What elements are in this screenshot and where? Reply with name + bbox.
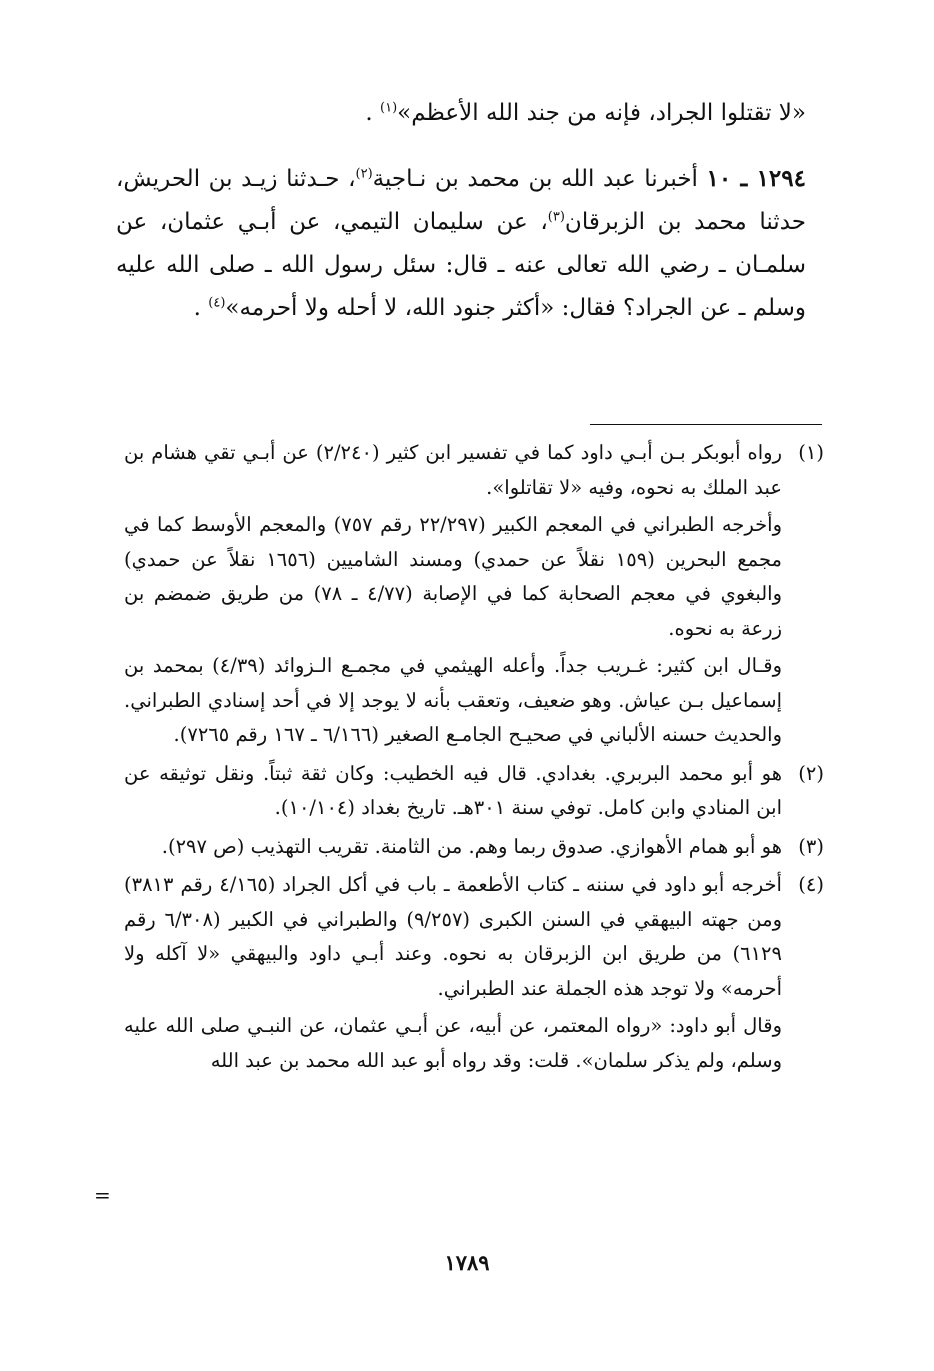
footnote-4 bbox=[124, 868, 824, 1078]
footnote-number: (٣) bbox=[798, 834, 824, 858]
footnote-paragraph: رواه أبوبكر بـن أبـي داود كما في تفسير ابن كثير (٢/٢٤٠) عن أبـي تقي هشام بن عبد الملك به نحوه، وفيه «لا تقاتلوا». bbox=[124, 441, 782, 499]
footnote-2 bbox=[124, 757, 824, 826]
hadith-text-part3: ، عن سليمان التيمي، عن أبـي عثمان، عن سلمـان ـ رضي الله تعالى عنه ـ قال: سئل رسول الله ـ صلى الله عليه وسلم ـ عن الجراد؟ فقال: «أكثر جنود الله، لا أحله ولا أحرمه» bbox=[116, 209, 806, 321]
footnote-paragraph: وقـال ابن كثير: غـريب جداً. وأعله الهيثمي في مجمـع الـزوائد (٤/٣٩) بمحمد بن إسماعيل بـن عياش. وهو ضعيف، وتعقب بأنه لا يوجد إلا في أحد إسنادي الطبراني. والحديث حسنه الألباني في صحيـح الجامـع الصغير (٦/١٦٦ ـ ١٦٧ رقم ٧٢٦٥). bbox=[124, 654, 782, 746]
main-text bbox=[116, 92, 806, 330]
footnote-number: (٢) bbox=[798, 761, 824, 785]
footnote-number: (٤) bbox=[798, 873, 824, 896]
continuation-mark: = bbox=[94, 1183, 111, 1207]
hadith-text-part1: أخبرنا عبد الله بن محمد بن نـاجية bbox=[372, 166, 707, 192]
footnote-paragraph: أخرجه أبو داود في سننه ـ كتاب الأطعمة ـ باب في أكل الجراد (٤/١٦٥ رقم ٣٨١٣) ومن جهته البيهقي في السنن الكبرى (٩/٢٥٧) والطبراني في الكبير (٦/٣٠٨ رقم ٦١٢٩) من طريق ابن الزبرقان به نحوه. وعند أبـي داود والبيهقي «لا آكله ولا أحرمه» ولا توجد هذه الجملة عند الطبراني. bbox=[124, 873, 782, 1000]
hadith-paragraph bbox=[116, 157, 806, 330]
footnote-paragraph: وأخرجه الطبراني في المعجم الكبير (٢٢/٢٩٧ رقم ٧٥٧) والمعجم الأوسط كما في مجمع البحرين (١٥٩ نقلاً عن حمدي) ومسند الشاميين (١٦٥٦ نقلاً عن حمدي) والبغوي في معجم الصحابة كما في الإصابة (٤/٧٧ ـ ٧٨) من طريق ضمضم بن زرعة به نحوه. bbox=[124, 513, 782, 640]
footnote-divider bbox=[590, 424, 822, 425]
hadith-text-part2: ، حـدثنا زيـد بن الحريش، حدثنا محمد بن الزبرقان bbox=[116, 166, 806, 235]
footnote-ref-1[interactable]: (١) bbox=[380, 100, 398, 116]
opening-end: . bbox=[365, 100, 381, 126]
footnote-paragraph: هو أبو محمد البربري. بغدادي. قال فيه الخطيب: وكان ثقة ثبتاً. ونقل توثيقه عن ابن المنادي وابن كامل. توفي سنة ٣٠١هـ. تاريخ بغداد (١٠/١٠٤). bbox=[124, 761, 782, 819]
opening-line bbox=[116, 92, 806, 135]
footnote-3 bbox=[124, 830, 824, 865]
footnote-number: (١) bbox=[798, 441, 824, 464]
footnote-ref-2[interactable]: (٢) bbox=[355, 166, 373, 182]
hadith-end: . bbox=[193, 295, 209, 321]
opening-quote: «لا تقتلوا الجراد، فإنه من جند الله الأعظم» bbox=[397, 100, 806, 126]
footnote-paragraph: هو أبو همام الأهوازي. صدوق ربما وهم. من الثامنة. تقريب التهذيب (ص ٢٩٧). bbox=[161, 834, 782, 858]
footnotes-section bbox=[124, 436, 824, 1078]
page-number: ١٧٨٩ bbox=[444, 1250, 490, 1275]
footnote-ref-3[interactable]: (٣) bbox=[547, 209, 565, 225]
footnote-paragraph: وقال أبو داود: «رواه المعتمر، عن أبيه، عن أبـي عثمان، عن النبـي صلى الله عليه وسلم، ولم يذكر سلمان». قلت: وقد رواه أبو عبد الله محمد بن عبد الله bbox=[124, 1014, 782, 1072]
footnote-1 bbox=[124, 436, 824, 753]
footnote-ref-4[interactable]: (٤) bbox=[208, 295, 226, 311]
hadith-number: ١٢٩٤ ـ ١٠ bbox=[706, 165, 806, 192]
